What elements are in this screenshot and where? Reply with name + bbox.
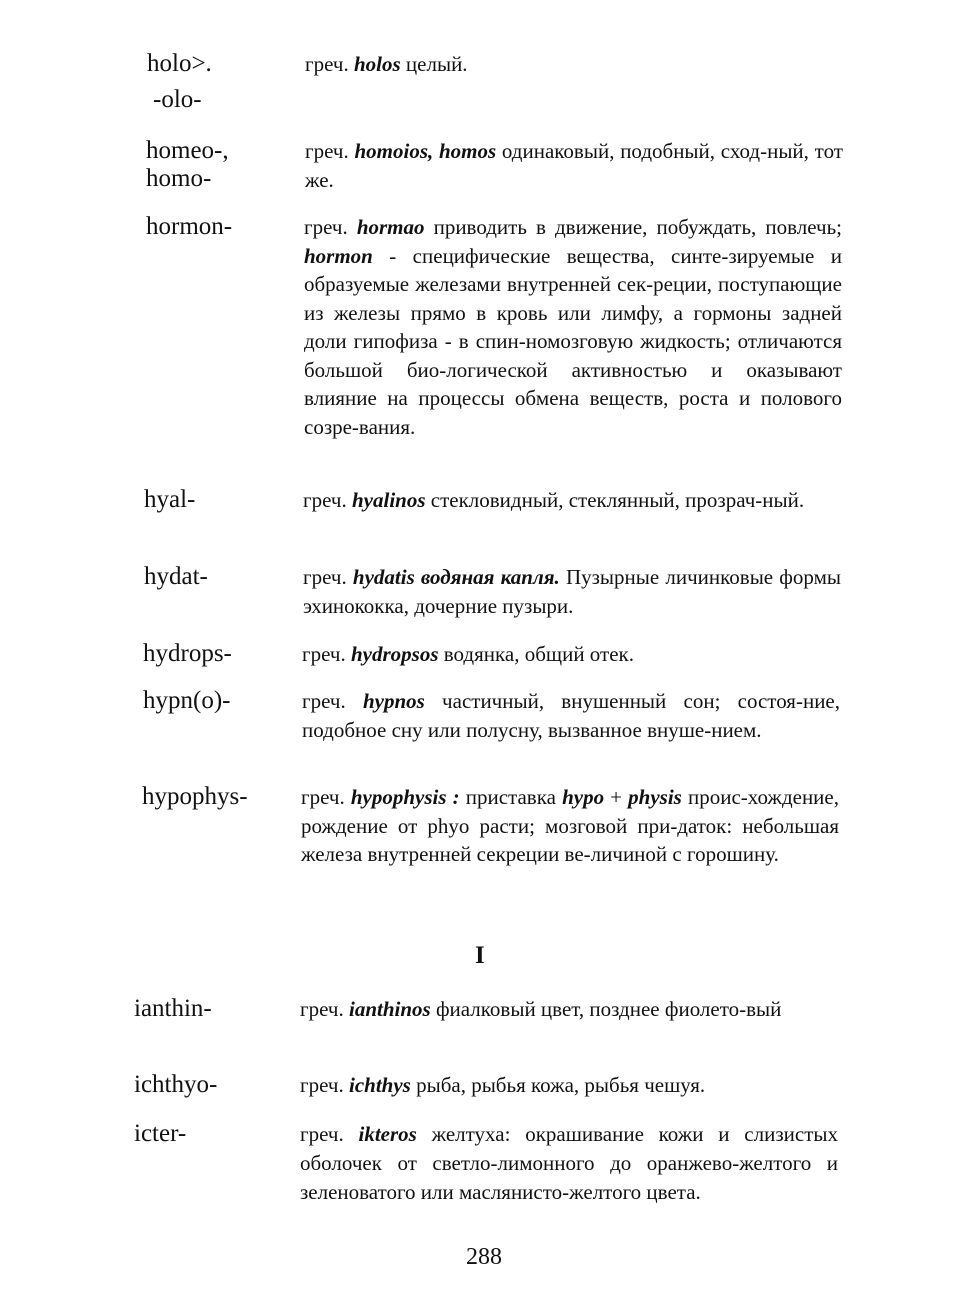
term-ichthyo: ichthyo- [134, 1071, 218, 1098]
greek-word: hypo [562, 785, 605, 809]
definition-text: фиалковый цвет, позднее фиолето-вый [430, 997, 782, 1021]
definition-homeo [305, 137, 843, 194]
definition-hypn [302, 687, 840, 744]
greek-word: hypophysis : [350, 785, 460, 809]
definition-text: греч. [304, 215, 357, 239]
definition-hyal [303, 486, 841, 515]
term-hypn: hypn(o)- [143, 687, 231, 714]
term-hydrops: hydrops- [143, 640, 232, 667]
definition-text: частичный, внушенный сон; состоя-ние, подобное сну или полусну, вызванное внуше-нием. [302, 689, 840, 742]
definition-text: греч. [303, 565, 353, 589]
term-hyal: hyal- [144, 486, 196, 513]
greek-word: hypnos [362, 689, 425, 713]
definition-text: желтуха: окрашивание кожи и слизистых оболочек от светло-лимонного до оранжево-желтого и зеленоватого или маслянисто-желтого цвета. [300, 1122, 838, 1204]
greek-word: hormao [356, 215, 425, 239]
definition-text: приставка [459, 785, 563, 809]
definition-icter [300, 1120, 838, 1207]
greek-word: hyalinos [351, 488, 426, 512]
section-letter: I [475, 942, 485, 969]
definition-text: стекловидный, стеклянный, прозрач-ный. [425, 488, 805, 512]
term-hydat: hydat- [144, 563, 208, 590]
greek-word: ichthys [348, 1073, 411, 1097]
definition-text: греч. [301, 785, 351, 809]
definition-text: греч. [300, 997, 349, 1021]
definition-text: греч. [300, 1073, 349, 1097]
definition-hypophys [301, 783, 839, 869]
definition-text: одинаковый, подобный, сход-ный, тот же. [305, 139, 843, 192]
greek-word: hormon [304, 243, 373, 268]
term-icter: icter- [134, 1120, 187, 1147]
definition-hormon [304, 213, 842, 441]
term-olo: -olo- [153, 86, 202, 113]
definition-ianthin [300, 995, 838, 1024]
greek-word: hydatis водяная капля. [352, 565, 560, 589]
definition-text: греч. [300, 1122, 359, 1146]
greek-word: ianthinos [348, 997, 431, 1021]
definition-text: приводить в движение, побуждать, повлечь; [424, 215, 843, 239]
term-hormon: hormon- [146, 213, 233, 240]
definition-text: греч. [305, 139, 355, 163]
definition-hydrops [302, 640, 840, 669]
term-homo: homo- [146, 165, 212, 192]
page-number: 288 [466, 1244, 502, 1270]
definition-text: рыба, рыбья кожа, рыбья чешуя. [410, 1073, 706, 1097]
definition-text: проис-хождение, рождение от phyo расти; мозговой при-даток: небольшая железа внутренней секреции ве-личиной с горошину. [301, 785, 839, 866]
definition-holo [305, 50, 843, 79]
greek-word: homoios, homos [354, 139, 497, 163]
definition-text: водянка, общий отек. [438, 642, 634, 666]
definition-text: Пузырные личинковые формы эхинококка, дочерние пузыри. [303, 565, 841, 618]
greek-word: holos [353, 52, 401, 76]
term-ianthin: ianthin- [134, 995, 212, 1022]
definition-text: + [604, 785, 629, 809]
definition-text: греч. [303, 488, 352, 512]
definition-hydat [303, 563, 841, 620]
term-holo: holo>. [147, 50, 212, 77]
greek-word: physis [628, 785, 682, 809]
definition-text: греч. [302, 689, 363, 713]
term-hypophys: hypophys- [142, 783, 248, 810]
greek-word: ikteros [358, 1122, 417, 1146]
definition-text: целый. [400, 52, 468, 76]
definition-text: - специфические вещества, синте-зируемые и образуемые железами внутренней сек-реции, поступающие из железы прямо в кровь или лимфу, а гормоны задней доли гипофиза - в спин-номозговую жидкость; отличаются большой био-логической активностью и оказывают влияние на процессы обмена веществ, роста и полового созре-вания. [304, 243, 842, 439]
greek-word: hydropsos [350, 642, 439, 666]
term-homeo: homeo-, [146, 137, 229, 164]
definition-ichthyo [300, 1071, 838, 1100]
definition-text: греч. [302, 642, 351, 666]
definition-text: греч. [305, 52, 354, 76]
